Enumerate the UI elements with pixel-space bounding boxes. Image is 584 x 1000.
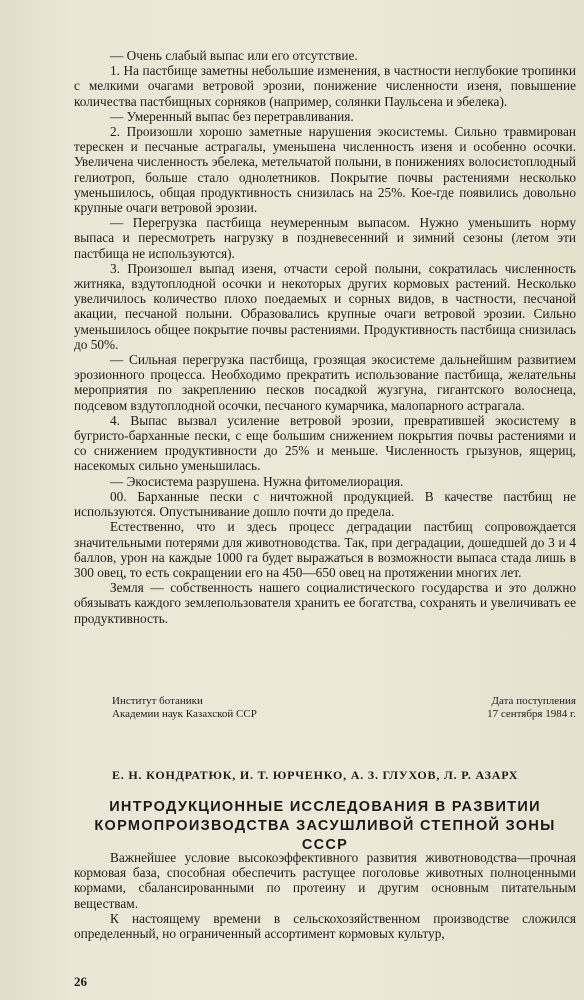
paragraph: Естественно, что и здесь процесс деградации пастбищ сопровождается значительными потерями для животноводства. Так, при деградации, дошедшей до 3 и 4 баллов, урон на каждые 1000 га будет выражаться в возможности выпаса стада лишь в 300 овец, то есть сокращении его на 450—650 овец на протяжении многих лет. (74, 519, 576, 580)
article-title (74, 798, 576, 855)
paragraph: 2. Произошли хорошо заметные нарушения экосистемы. Сильно травмирован терескен и песчаные астрагалы, уменьшена численность изеня и особенно осочки. Увеличена численность эбелека, метельчатой полыни, в понижениях волосистоплодный гелиотроп, больше стало однолетников. Покрытие почвы растениями несколько уменьшилось, общая продуктивность снизилась на 25%. Кое-где появились довольно крупные очаги ветровой эрозии. (74, 124, 576, 216)
paragraph: — Очень слабый выпас или его отсутствие. (110, 48, 358, 63)
title-line: ИНТРОДУКЦИОННЫЕ ИССЛЕДОВАНИЯ В РАЗВИТИИ (109, 799, 541, 815)
affiliation-line: Академии наук Казахской ССР (112, 708, 257, 720)
article-body-continuation (74, 48, 576, 626)
paragraph: Важнейшее условие высокоэффективного развития животноводства—прочная кормовая база, способная обеспечить растущее поголовье животных полноценными кормами, сбалансированными по протеину и другим основным питательным веществам. (74, 850, 576, 911)
paragraph: К настоящему времени в сельскохозяйственном производстве сложился определенный, но ограниченный ассортимент кормовых культур, (74, 910, 576, 942)
received-date (487, 695, 576, 721)
paragraph: 1. На пастбище заметны небольшие изменения, в частности неглубокие тропинки с мелкими очагами ветровой эрозии, понижение численности изеня, повышение количества пастбищных сорняков (например, солянки Паульсена и эбелека). (74, 63, 576, 109)
author-affiliation (112, 695, 257, 721)
paragraph: 00. Барханные пески с ничтожной продукцией. В качестве пастбищ не используются. Опустынивание дошло почти до предела. (74, 488, 576, 520)
paragraph: — Умеренный выпас без перетравливания. (110, 108, 354, 124)
article-body (74, 850, 576, 941)
received-date-value: 17 сентября 1984 г. (487, 708, 576, 720)
title-line: КОРМОПРОИЗВОДСТВА ЗАСУШЛИВОЙ СТЕПНОЙ ЗОНЫ СССР (94, 818, 556, 853)
paragraph: — Перегрузка пастбища неумеренным выпасом. Нужно уменьшить норму выпаса и пересмотреть нагрузку в поздневесенний и зимний сезоны (летом эти пастбища не используются). (74, 215, 576, 261)
paragraph: Земля — собственность нашего социалистического государства и это должно обязывать каждого землепользователя хранить ее богатства, сохранять и увеличивать ее продуктивность. (74, 580, 576, 626)
paragraph: 3. Произошел выпад изеня, отчасти серой полыни, сократилась численность житняка, вздутоплодной осочки и некоторых других кормовых растений. Несколько увеличилось количество плохо поедаемых и сорных видов, в частности, песчаной акации, песчаной полыни. Образовались крупные очаги ветровой эрозии. Сильно уменьшилось общее покрытие почвы растениями. Продуктивность пастбища снизилась до 50%. (74, 260, 576, 352)
paragraph: 4. Выпас вызвал усиление ветровой эрозии, превратившей экосистему в бугристо-барханные пески, с еще большим снижением покрытия почвы растениями и со снижением продуктивности до 25% и меньше. Численность грызунов, ящериц, насекомых сильно уменьшилась. (74, 412, 576, 474)
page-number: 26 (74, 974, 87, 989)
paragraph: — Сильная перегрузка пастбища, грозящая экосистеме дальнейшим развитием эрозионного процесса. Необходимо прекратить использование пастбища, желательны мероприятия по закреплению песков посадкой жузгуна, гигантского волоснеца, подсевом вздутоплодной осочки, песчаного кумарчика, малопарного астрагала. (74, 352, 576, 413)
article-authors: Е. Н. КОНДРАТЮК, И. Т. ЮРЧЕНКО, А. З. ГЛУХОВ, Л. Р. АЗАРХ (112, 768, 519, 782)
received-label: Дата поступления (491, 695, 576, 707)
paragraph: — Экосистема разрушена. Нужна фитомелиорация. (110, 473, 404, 489)
affiliation-line: Институт ботаники (112, 695, 203, 707)
